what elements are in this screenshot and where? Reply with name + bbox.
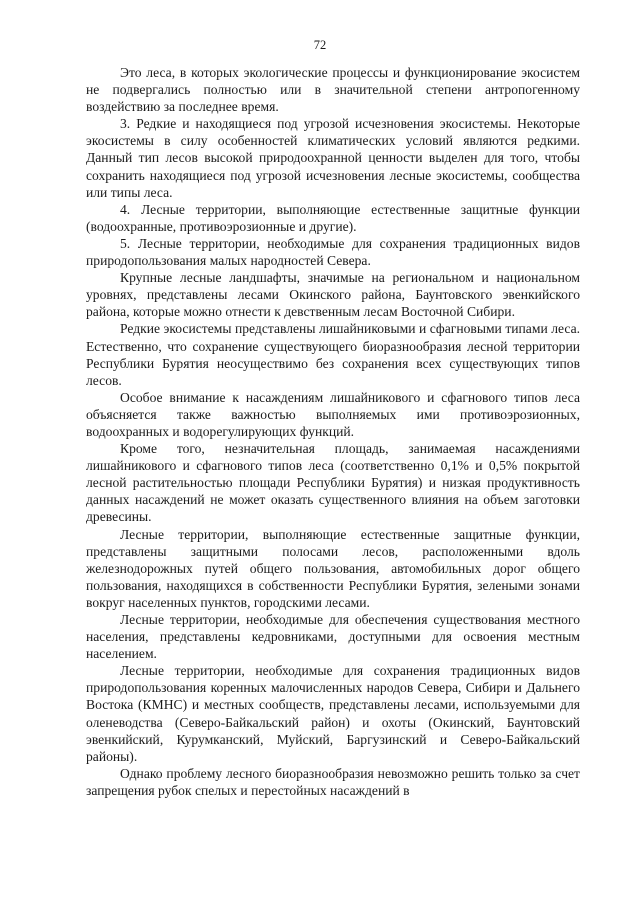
paragraph-7: Особое внимание к насаждениям лишайникового и сфагнового типов леса объясняется также важностью выполняемых ими противоэрозионных, водоохранных и водорегулирующих функций. bbox=[86, 389, 580, 439]
paragraph-3: 4. Лесные территории, выполняющие естественные защитные функции (водоохранные, противоэрозионные и другие). bbox=[86, 201, 580, 234]
page-body bbox=[86, 64, 580, 799]
paragraph-11: Лесные территории, необходимые для сохранения традиционных видов природопользования коренных малочисленных народов Севера, Сибири и Дальнего Востока (КМНС) и местных сообществ, представлены лесами, используемыми для оленеводства (Северо-Байкальский район) и охоты (Окинский, Баунтовский эвенкийский, Курумканский, Муйский, Баргузинский и Северо-Байкальский районы). bbox=[86, 663, 580, 764]
paragraph-4: 5. Лесные территории, необходимые для сохранения традиционных видов природопользования малых народностей Севера. bbox=[86, 235, 580, 269]
paragraph-10: Лесные территории, необходимые для обеспечения существования местного населения, представлены кедровниками, доступными для освоения местным населением. bbox=[86, 612, 580, 662]
page-number: 72 bbox=[313, 38, 327, 52]
paragraph-1: Это леса, в которых экологические процессы и функционирование экосистем не подвергались полностью или в значительной степени антропогенному воздействию за последнее время. bbox=[86, 65, 580, 115]
paragraph-5: Крупные лесные ландшафты, значимые на региональном и национальном уровнях, представлены лесами Окинского района, Баунтовского эвенкийского района, которые можно отнести к девственным лесам Восточной Сибири. bbox=[86, 270, 580, 320]
paragraph-8: Кроме того, незначительная площадь, занимаемая насаждениями лишайникового и сфагнового типов леса (соответственно 0,1% и 0,5% покрытой лесной растительностью площади Республики Бурятия) и низкая продуктивность данных насаждений не может оказать существенного влияния на объем заготовки древесины. bbox=[86, 441, 580, 525]
paragraph-2: 3. Редкие и находящиеся под угрозой исчезновения экосистемы. Некоторые экосистемы в силу особенностей климатических условий являются редкими. Данный тип лесов высокой природоохранной ценности выделен для того, чтобы сохранить находящиеся под угрозой исчезновения лесные экосистемы, сообщества или типы леса. bbox=[86, 116, 580, 200]
paragraph-12: Однако проблему лесного биоразнообразия невозможно решить только за счет запрещения рубок спелых и перестойных насаждений в bbox=[86, 765, 580, 798]
paragraph-9: Лесные территории, выполняющие естественные защитные функции, представлены защитными полосами лесов, расположенными вдоль железнодорожных путей общего пользования, автомобильных дорог общего пользования, находящихся в собственности Республики Бурятия, зелеными зонами вокруг населенных пунктов, городскими лесами. bbox=[86, 526, 580, 610]
paragraph-6: Редкие экосистемы представлены лишайниковыми и сфагновыми типами леса. Естественно, что сохранение существующего биоразнообразия лесной территории Республики Бурятия неосуществимо без сохранения всех существующих типов лесов. bbox=[86, 321, 580, 388]
